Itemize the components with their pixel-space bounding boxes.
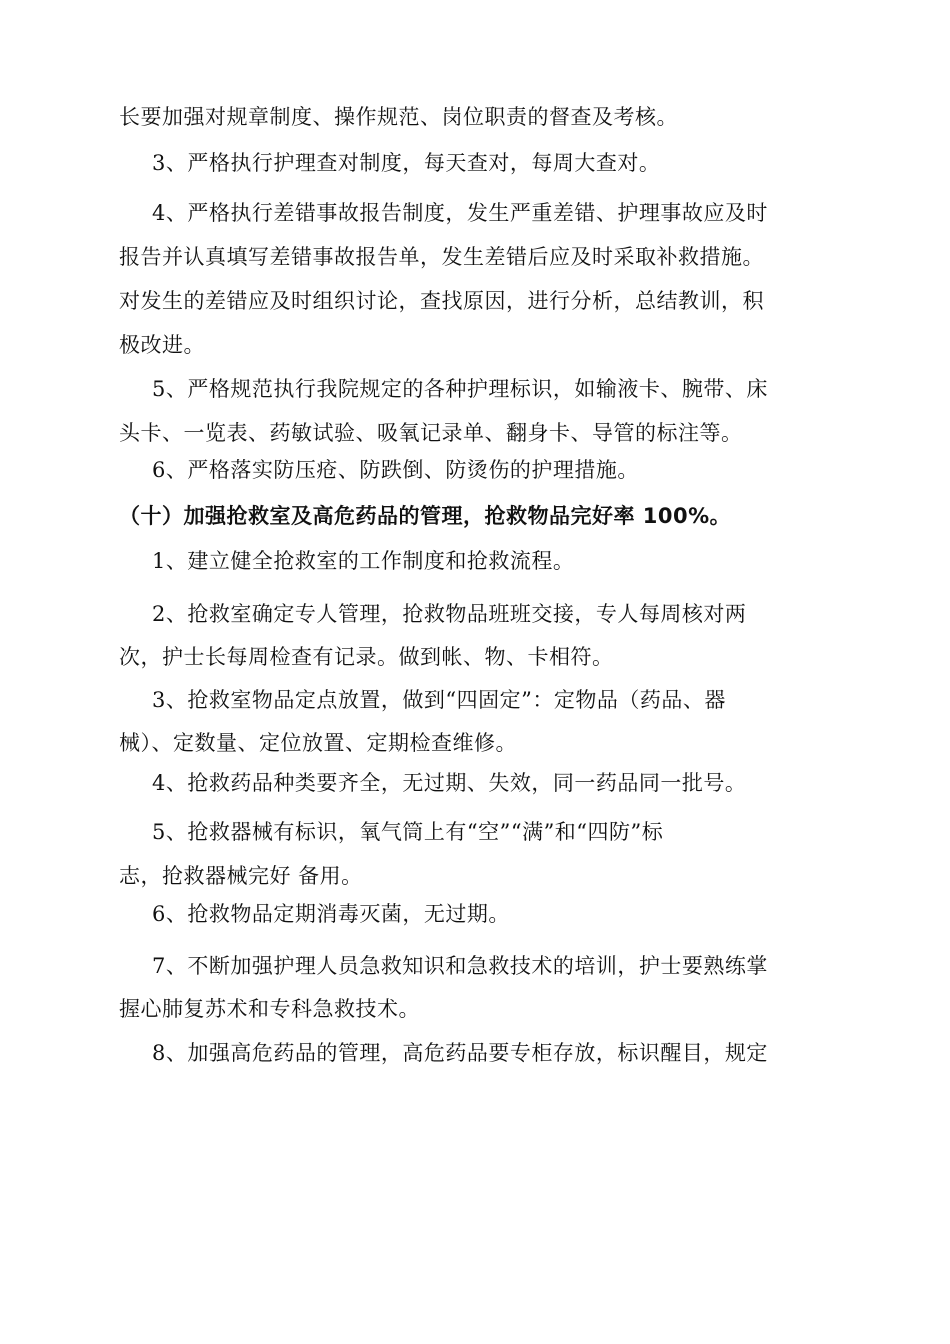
paragraph-line: 3、抢救室物品定点放置，做到“四固定”：定物品（药品、器 bbox=[152, 688, 726, 712]
paragraph-line: 2、抢救室确定专人管理，抢救物品班班交接，专人每周核对两 bbox=[152, 602, 747, 626]
paragraph-line: 5、严格规范执行我院规定的各种护理标识，如输液卡、腕带、床 bbox=[152, 377, 768, 401]
paragraph-line: 6、抢救物品定期消毒灭菌，无过期。 bbox=[152, 902, 510, 926]
paragraph-line: 4、严格执行差错事故报告制度，发生严重差错、护理事故应及时 bbox=[152, 201, 768, 225]
paragraph-line: 报告并认真填写差错事故报告单，发生差错后应及时采取补救措施。 bbox=[119, 245, 764, 269]
paragraph-line: 械）、定数量、定位放置、定期检查维修。 bbox=[119, 731, 517, 755]
paragraph-line: 次，护士长每周检查有记录。做到帐、物、卡相符。 bbox=[119, 645, 614, 669]
paragraph-line: 对发生的差错应及时组织讨论，查找原因，进行分析，总结教训，积 bbox=[119, 289, 764, 313]
paragraph-line: 5、抢救器械有标识，氧气筒上有“空”“满”和“四防”标 bbox=[152, 820, 664, 844]
paragraph-line: 1、建立健全抢救室的工作制度和抢救流程。 bbox=[152, 549, 575, 573]
paragraph-line: 极改进。 bbox=[119, 333, 205, 357]
paragraph-line: 握心肺复苏术和专科急救技术。 bbox=[119, 997, 420, 1021]
paragraph-line: 头卡、一览表、药敏试验、吸氧记录单、翻身卡、导管的标注等。 bbox=[119, 421, 743, 445]
paragraph-line: 志，抢救器械完好 备用。 bbox=[119, 864, 363, 888]
paragraph-line: 8、加强高危药品的管理，高危药品要专柜存放，标识醒目，规定 bbox=[152, 1041, 768, 1065]
paragraph-line: 6、严格落实防压疮、防跌倒、防烫伤的护理措施。 bbox=[152, 458, 639, 482]
paragraph-line: 7、不断加强护理人员急救知识和急救技术的培训，护士要熟练掌 bbox=[152, 954, 768, 978]
paragraph-line: 4、抢救药品种类要齐全，无过期、失效，同一药品同一批号。 bbox=[152, 771, 747, 795]
paragraph-line: 长要加强对规章制度、操作规范、岗位职责的督查及考核。 bbox=[119, 105, 678, 129]
section-heading: （十）加强抢救室及高危药品的管理，抢救物品完好率 100%。 bbox=[119, 504, 732, 528]
paragraph-line: 3、严格执行护理查对制度，每天查对，每周大查对。 bbox=[152, 151, 661, 175]
